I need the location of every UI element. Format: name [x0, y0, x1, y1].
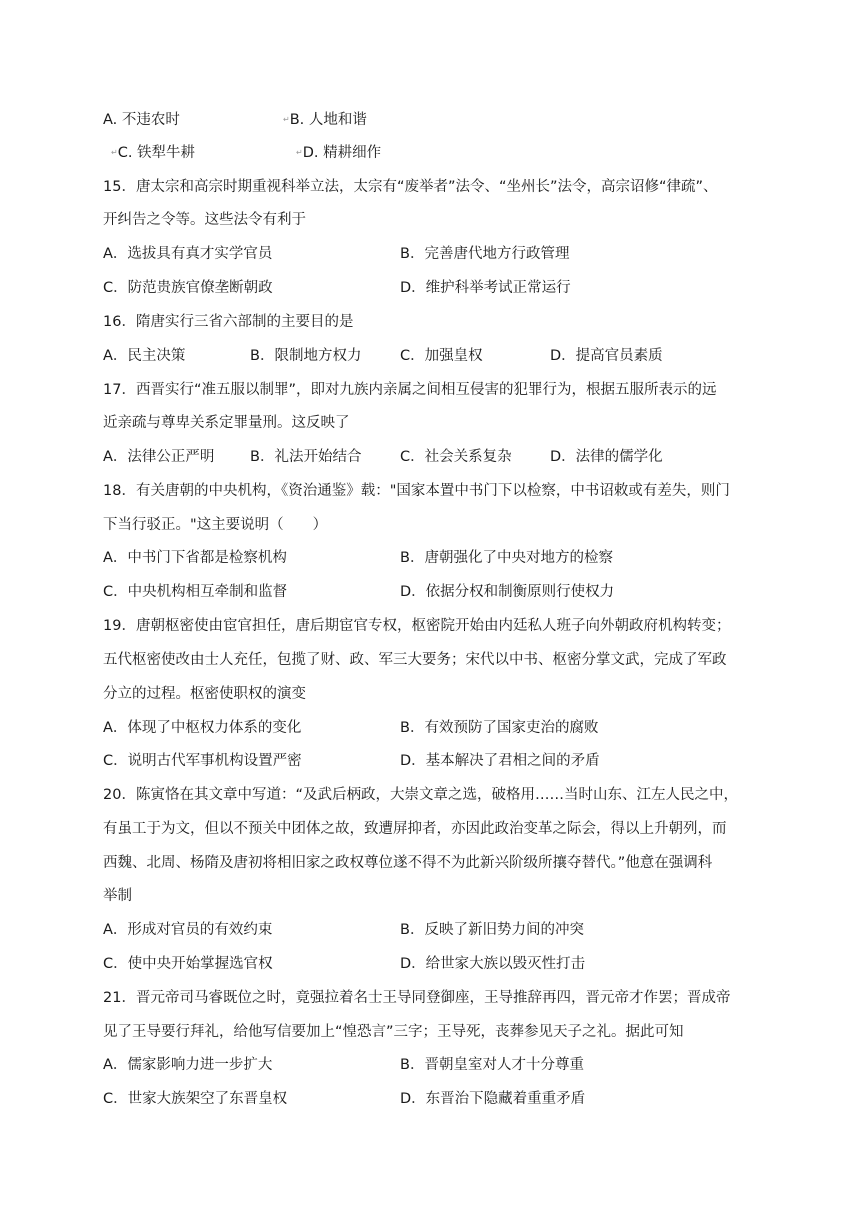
q16-option-a: A．民主决策 [103, 348, 186, 364]
q20-option-d: D．给世家大族以毁灭性打击 [400, 956, 586, 972]
q15-option-d: D．维护科举考试正常运行 [400, 280, 571, 296]
q18-option-a: A．中书门下省都是检察机构 [103, 550, 287, 566]
q20-option-c: C．使中央开始掌握选官权 [103, 956, 273, 972]
q19-option-c: C．说明古代军事机构设置严密 [103, 753, 302, 769]
q21-option-d: D．东晋治下隐藏着重重矛盾 [400, 1091, 586, 1107]
q20-stem-line-4: 举制 [103, 888, 132, 904]
paragraph-mark-icon: ↵ [283, 115, 290, 124]
q15-option-c: C．防范贵族官僚垄断朝政 [103, 280, 273, 296]
q17-option-b: B．礼法开始结合 [250, 449, 362, 465]
paragraph-mark-icon: ↵ [296, 148, 303, 157]
q20-option-a: A．形成对官员的有效约束 [103, 922, 273, 938]
q20-stem-line-2: 有虽工于为文，但以不预关中团体之故，致遭屏抑者，亦因此政治变革之际会，得以上升朝列，而 [103, 821, 727, 837]
q16-option-c: C．加强皇权 [400, 348, 483, 364]
paragraph-mark-icon: ↵ [111, 148, 118, 157]
q20-option-b: B．反映了新旧势力间的冲突 [400, 922, 584, 938]
q17-option-d: D．法律的儒学化 [550, 449, 663, 465]
q17-option-a: A．法律公正严明 [103, 449, 215, 465]
q19-stem-line-1: 19．唐朝枢密使由宦官担任，唐后期宦官专权，枢密院开始由内廷私人班子向外朝政府机构转变； [103, 618, 731, 634]
q16-stem-line-1: 16．隋唐实行三省六部制的主要目的是 [103, 314, 354, 330]
q18-option-d: D．依据分权和制衡原则行使权力 [400, 584, 615, 600]
q16-option-b: B．限制地方权力 [250, 348, 362, 364]
q21-option-b: B．晋朝皇室对人才十分尊重 [400, 1057, 584, 1073]
q20-stem-line-3: 西魏、北周、杨隋及唐初将相旧家之政权尊位遂不得不为此新兴阶级所攘夺替代。”他意在强调科 [103, 855, 713, 871]
q19-option-d: D．基本解决了君相之间的矛盾 [400, 753, 600, 769]
q20-stem-line-1: 20．陈寅恪在其文章中写道：“及武后柄政，大崇文章之选，破格用……当时山东、江左人民之中， [103, 787, 738, 803]
q17-stem-line-1: 17．西晋实行“准五服以制罪”，即对九族内亲属之间相互侵害的犯罪行为，根据五服所表示的远 [103, 382, 717, 398]
q19-option-b: B．有效预防了国家吏治的腐败 [400, 720, 599, 736]
q14-option-c: ↵C. 铁犁牛耕 [111, 145, 196, 161]
q15-option-a: A．选拔具有真才实学官员 [103, 246, 273, 262]
q15-stem-line-2: 开纠告之令等。这些法令有利于 [103, 212, 306, 228]
q19-stem-line-3: 分立的过程。枢密使职权的演变 [103, 686, 306, 702]
q18-option-b: B．唐朝强化了中央对地方的检察 [400, 550, 613, 566]
q16-option-d: D．提高官员素质 [550, 348, 663, 364]
q21-option-a: A．儒家影响力进一步扩大 [103, 1057, 273, 1073]
q19-stem-line-2: 五代枢密使改由士人充任，包揽了财、政、军三大要务；宋代以中书、枢密分掌文武，完成了军政 [103, 652, 727, 668]
q17-stem-line-2: 近亲疏与尊卑关系定罪量刑。这反映了 [103, 415, 350, 431]
q21-stem-line-2: 见了王导要行拜礼，给他写信要加上“惶恐言”三字；王导死，丧葬参见天子之礼。据此可知 [103, 1024, 684, 1040]
q17-option-c: C．社会关系复杂 [400, 449, 512, 465]
q21-option-c: C．世家大族架空了东晋皇权 [103, 1091, 288, 1107]
q18-option-c: C．中央机构相互牵制和监督 [103, 584, 288, 600]
q14-option-d: ↵D. 精耕细作 [296, 145, 382, 161]
q18-stem-line-2: 下当行驳正。"这主要说明（ ） [103, 517, 328, 533]
q18-stem-line-1: 18．有关唐朝的中央机构，《资治通鉴》载："国家本置中书门下以检察，中书诏敕或有差失，则门 [103, 483, 730, 499]
q14-option-a: A. 不违农时 [103, 112, 180, 128]
q19-option-a: A．体现了中枢权力体系的变化 [103, 720, 302, 736]
q14-option-b: ↵B. 人地和谐 [283, 112, 367, 128]
q21-stem-line-1: 21．晋元帝司马睿既位之时，竟强拉着名士王导同登御座，王导推辞再四，晋元帝才作罢；晋成帝 [103, 990, 731, 1006]
q15-option-b: B．完善唐代地方行政管理 [400, 246, 570, 262]
q15-stem-line-1: 15．唐太宗和高宗时期重视科举立法，太宗有“废举者”法令、“坐州长”法令，高宗诏修“律疏”、 [103, 179, 718, 195]
